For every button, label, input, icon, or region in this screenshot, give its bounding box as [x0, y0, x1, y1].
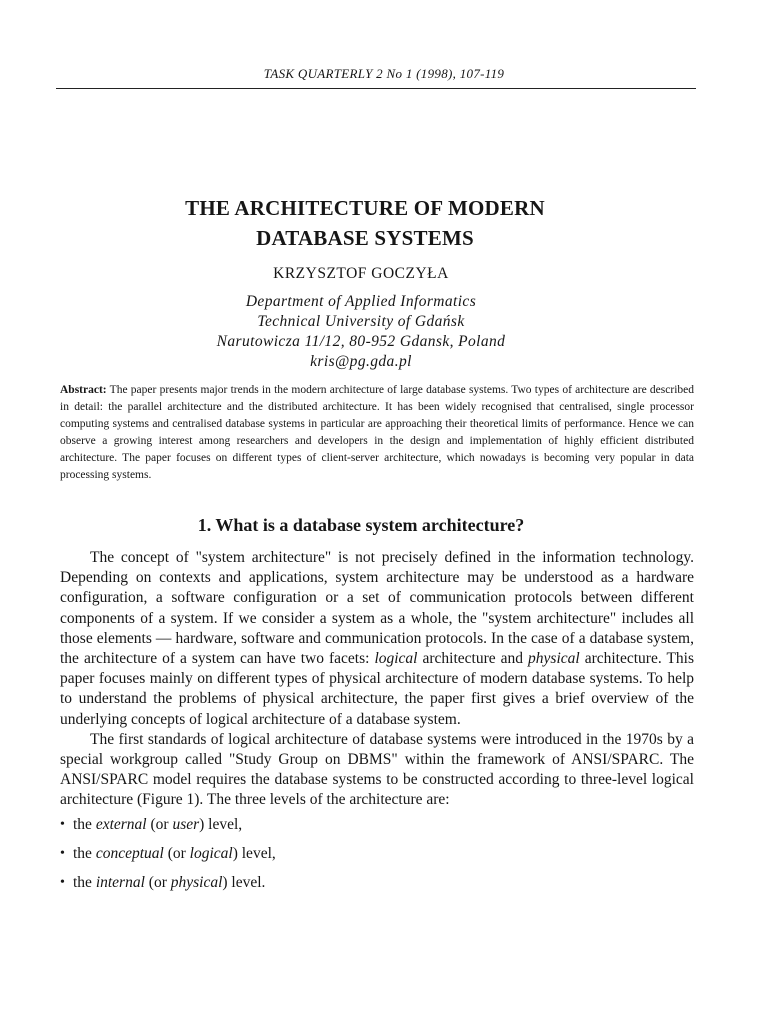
term-physical: physical: [528, 650, 580, 668]
affiliation-university: Technical University of Gdańsk: [257, 313, 465, 330]
section-heading: 1. What is a database system architecture?: [197, 515, 525, 535]
header-rule: [56, 88, 696, 89]
title-line-2: DATABASE SYSTEMS: [256, 226, 474, 250]
affiliation-email: kris@pg.gda.pl: [310, 353, 412, 370]
paragraph-1-part-2: architecture and: [417, 650, 529, 668]
paper-title: [0, 193, 730, 253]
paragraph-2: The first standards of logical architecture of database systems were introduced in the 1970s by a special workgroup called "Study Group on DBMS" within the framework of ANSI/SPARC. The ANSI/SPARC model requires the database systems to be constructed according to three-level logical architecture (Figure 1). The three levels of the architecture are:: [60, 730, 694, 809]
body-text: [60, 548, 694, 902]
affiliation-address: Narutowicza 11/12, 80-952 Gdansk, Poland: [216, 333, 506, 350]
levels-list: [60, 815, 694, 902]
term-logical: logical: [374, 650, 418, 668]
list-item: • the conceptual (or logical) level,: [60, 844, 694, 873]
paragraph-1: [60, 548, 694, 730]
title-line-1: THE ARCHITECTURE OF MODERN: [185, 196, 545, 220]
abstract: [60, 382, 694, 484]
affiliation-department: Department of Applied Informatics: [245, 293, 477, 310]
running-header: TASK QUARTERLY 2 No 1 (1998), 107-119: [263, 66, 505, 81]
paragraph-1-part-3: architecture. This paper focuses mainly on different types of physical architecture of modern database systems. To help to understand the problems of physical architecture, the paper first gives a brief overview of the underlying concepts of logical architecture of a database system.: [60, 650, 695, 728]
list-item: • the external (or user) level,: [60, 815, 694, 844]
abstract-text: The paper presents major trends in the modern architecture of large database systems. Two types of architecture are described in detail: the parallel architecture and the distributed architecture. It has been widely recognised that centralised, single processor computing systems and centralised database systems in particular are approaching their theoretical limits of performance. Hence we can observe a growing interest among researchers and developers in the design and implementation of highly efficient distributed architecture. The paper focuses on different types of client-server architecture, which nowadays is becoming very popular in data processing systems.: [60, 384, 694, 481]
paragraph-1-part-1: The concept of "system architecture" is not precisely defined in the information technology. Depending on contexts and applications, system architecture may be understood as a hardware configuration, a software configuration or a set of communication protocols between different components of a system. If we consider a system as a whole, the "system architecture" includes all those elements — hardware, software and communication protocols. In the case of a database system, the architecture of a system can have two facets:: [60, 549, 694, 668]
list-item: • the internal (or physical) level.: [60, 873, 694, 902]
author-name: KRZYSZTOF GOCZYŁA: [273, 265, 449, 282]
abstract-label: Abstract:: [60, 384, 107, 396]
affiliation: [0, 292, 722, 372]
